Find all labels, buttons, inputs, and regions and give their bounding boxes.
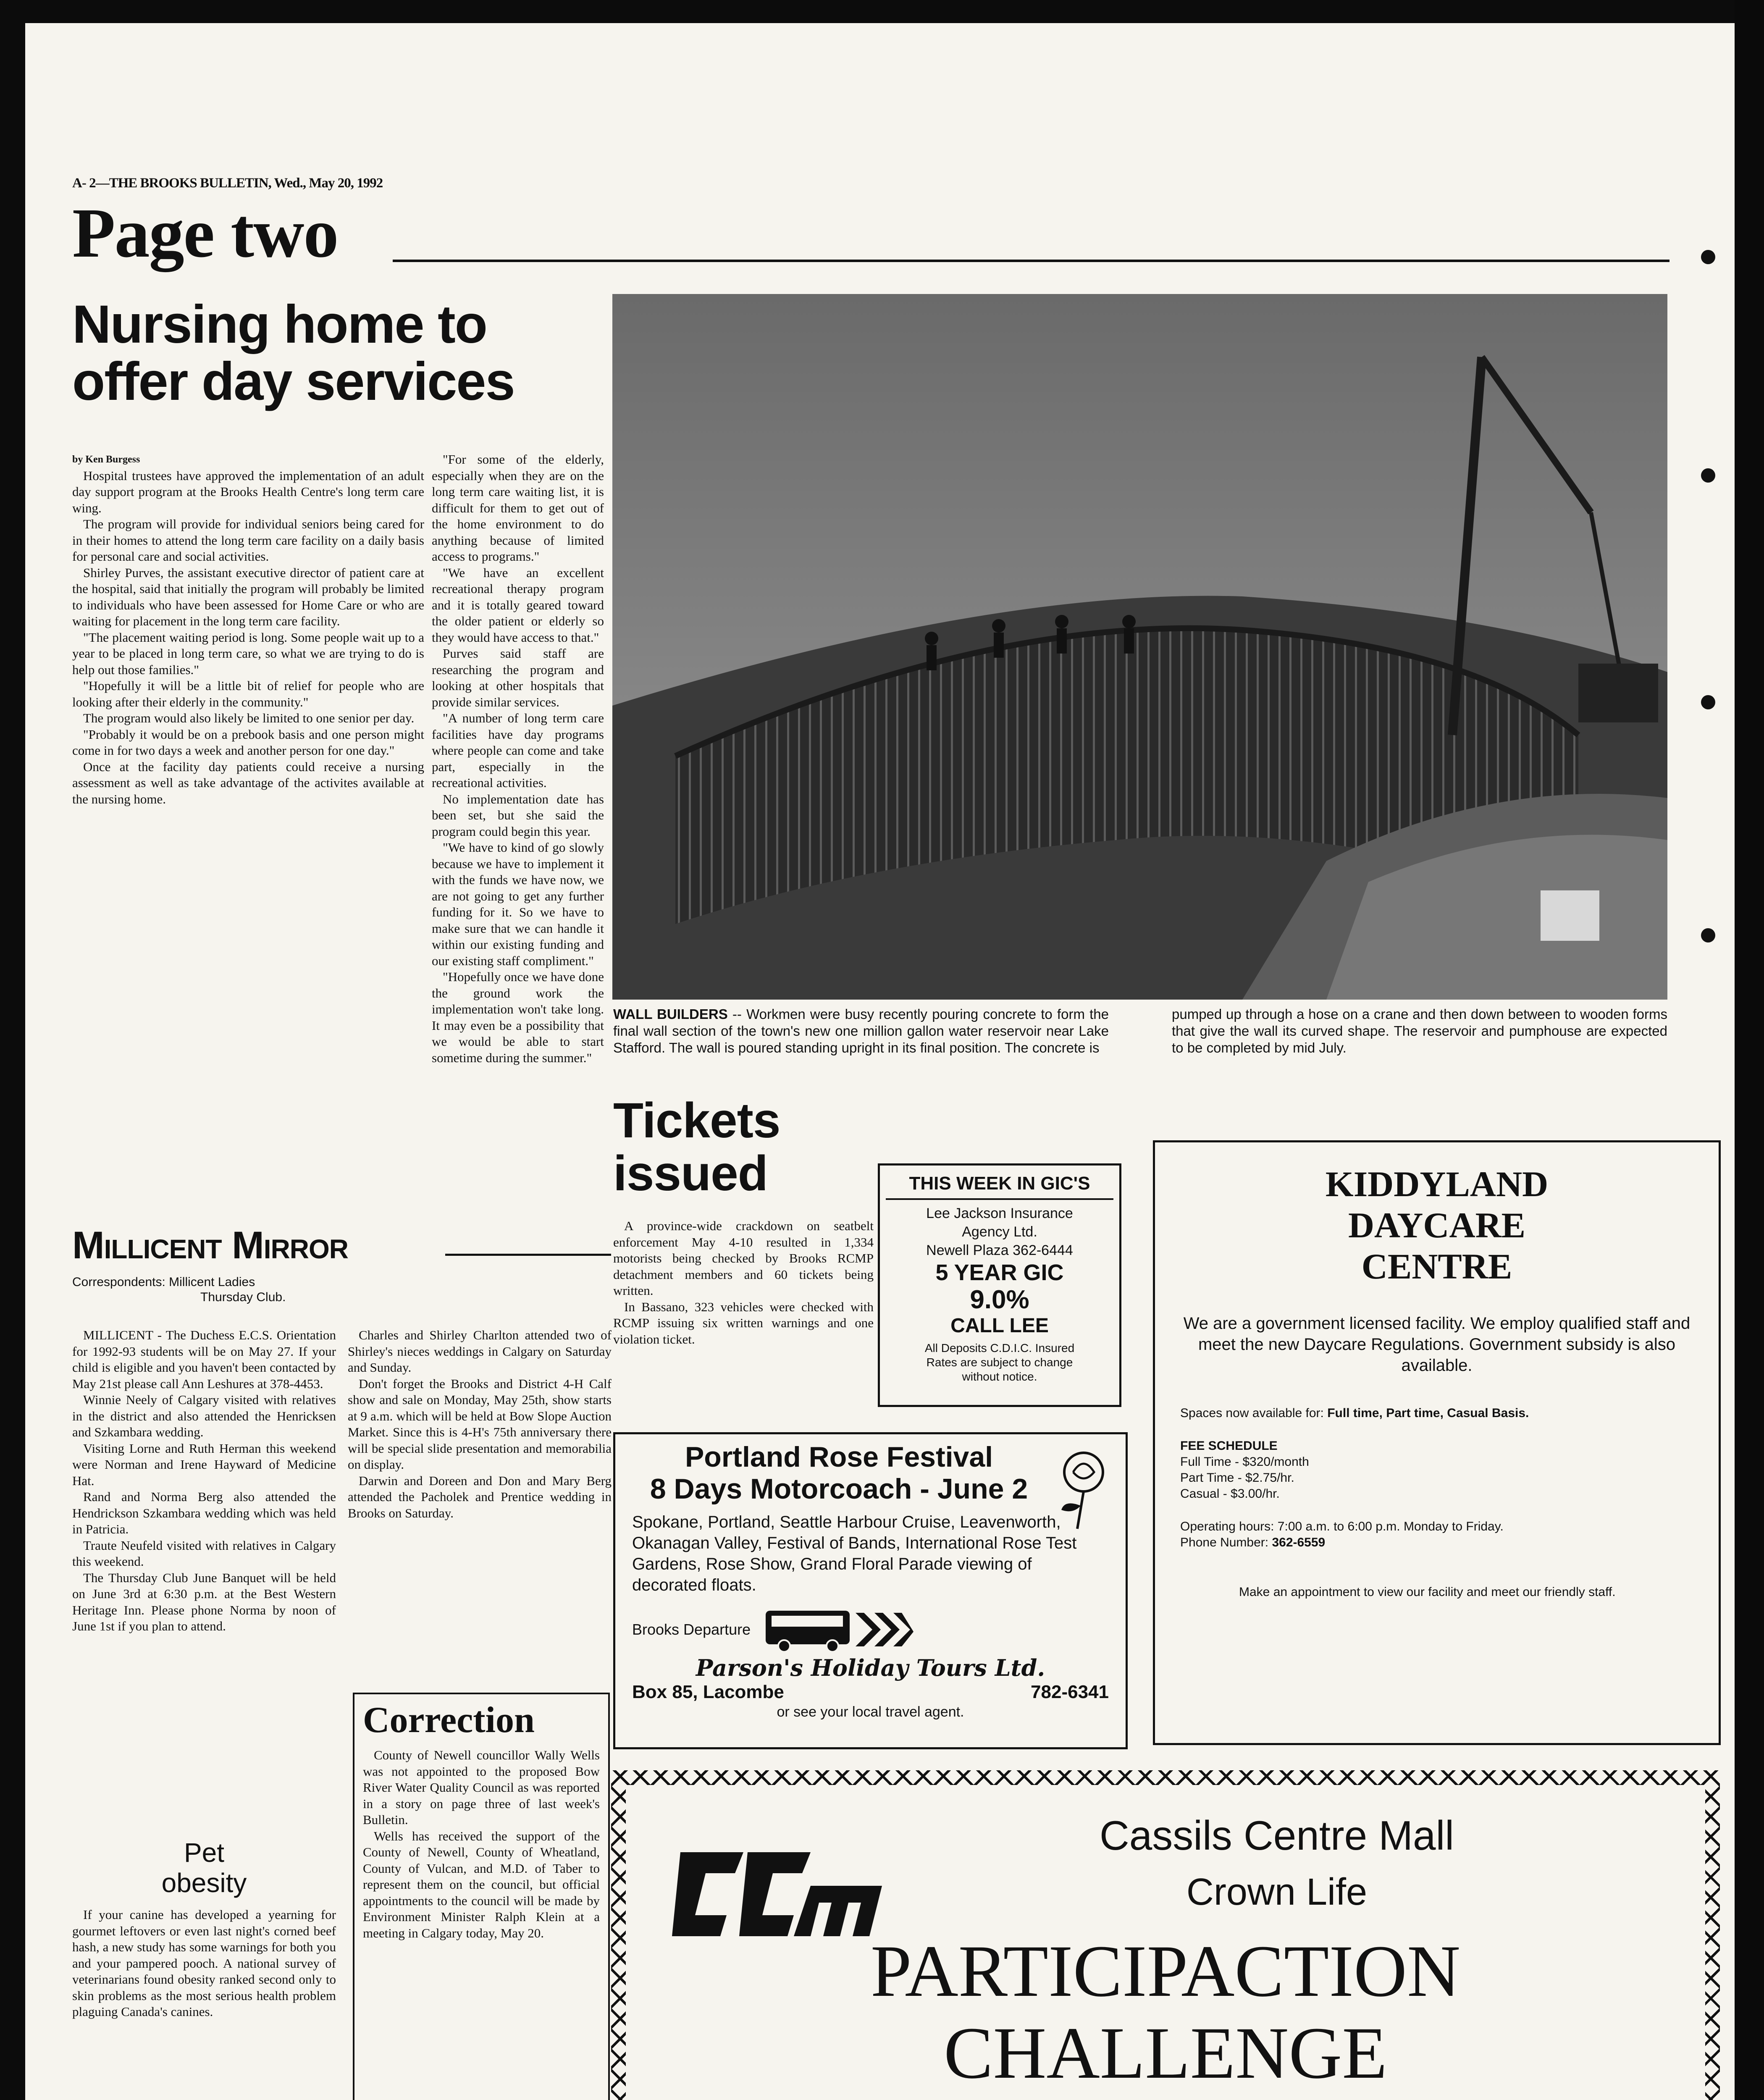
pet-text: If your canine has developed a yearning for gourmet leftovers or even last night's corned beef hash, a new study has some warnings for both you and your pampered pooch. A national survey of veterinarians found obesity ranked second only to skin problems as the most serious health problem plaguing Canada's canines. (72, 1907, 336, 2019)
kiddyland-hours (1180, 1519, 1693, 1551)
operating-hours: Operating hours: 7:00 a.m. to 6:00 p.m. Monday to Friday. (1180, 1520, 1504, 1533)
portland-phone: 782-6341 (1031, 1682, 1109, 1702)
nursing-headline-line-2: offer day services (72, 352, 514, 412)
gic-note-3: without notice. (962, 1370, 1037, 1383)
millicent-correspondents (72, 1275, 286, 1305)
fee-casual: Casual - $3.00/hr. (1180, 1487, 1280, 1501)
nursing-paragraph: No implementation date has been set, but she said the program could begin this year. (432, 791, 604, 839)
pet-headline-2: obesity (161, 1868, 247, 1898)
millicent-paragraph: Winnie Neely of Calgary visited with relatives in the district and also attended the Henricksen and Szkambara wedding. (72, 1392, 336, 1439)
correspondents-line-1: Correspondents: Millicent Ladies (72, 1275, 255, 1289)
tickets-headline-2: issued (613, 1146, 768, 1201)
kiddyland-title-1: KIDDYLAND (1325, 1164, 1549, 1204)
tickets-headline (613, 1094, 780, 1200)
nursing-paragraph: "We have to kind of go slowly because we have to implement it with the funds we have now, we are not going to get any further funding for it. So we have to make sure that we can handle it within our existing funding and our existing staff compliment." (432, 840, 604, 968)
nursing-paragraph: The program will provide for individual seniors being cared for in their homes to attend the long term care facility on a daily basis for personal care and social activities. (72, 517, 424, 564)
millicent-paragraph: Charles and Shirley Charlton attended two of Shirley's nieces weddings in Calgary on Saturday and Sunday. (348, 1328, 612, 1375)
folio-line: A- 2—THE BROOKS BULLETIN, Wed., May 20, 1992 (72, 176, 383, 191)
ccm-title-1: PARTICIPACTION (870, 1930, 1461, 2012)
kiddyland-title-3: CENTRE (1361, 1246, 1512, 1286)
rose-icon (1052, 1447, 1115, 1531)
nursing-paragraph: "Hopefully once we have done the ground work the implementation won't take long. It may even be a possibility that we would be able to start sometime during the summer." (432, 969, 604, 1065)
nursing-paragraph: Shirley Purves, the assistant executive director of patient care at the hospital, said that initially the program will probably be limited to individuals who have been assessed for Home Care or who are waiting for placement in the long term care facility. (72, 565, 424, 628)
portland-departure-row (632, 1606, 1109, 1653)
nursing-column-1 (72, 452, 424, 807)
title-rule (393, 260, 1670, 262)
portland-agent: or see your local travel agent. (777, 1704, 964, 1720)
kiddyland-ad (1153, 1140, 1721, 1745)
scan-border-left (0, 0, 25, 2100)
nursing-headline-line-1: Nursing home to (72, 294, 487, 354)
correction-paragraph: County of Newell councillor Wally Wells was not appointed to the proposed Bow River Water Quality Council as was reported in a story on page three of last week's Bulletin. (363, 1748, 600, 1827)
nursing-paragraph: Once at the facility day patients could receive a nursing assessment as well as take advantage of the activites available at the nursing home. (72, 759, 424, 806)
millicent-rule (445, 1254, 611, 1256)
binder-hole (1701, 250, 1715, 264)
tickets-headline-1: Tickets (613, 1093, 780, 1148)
correction-paragraph: Wells has received the support of the County of Newell, County of Wheatland, County of Vulcan, and M.D. of Taber to represent them on the council, but official appointments to the council will be made by Environment Minister Ralph Klein at a meeting in Calgary today, May 20. (363, 1828, 600, 1940)
millicent-body-2 (348, 1327, 612, 1521)
millicent-paragraph: Visiting Lorne and Ruth Herman this weekend were Norman and Irene Hayward of Medicine Hat. (72, 1441, 336, 1488)
section-title: Page two (72, 194, 338, 272)
tickets-paragraph: In Bassano, 323 vehicles were checked with RCMP issuing six written warnings and one violation ticket. (613, 1299, 874, 1347)
portland-contact (632, 1681, 1109, 1703)
portland-title-2: 8 Days Motorcoach - June 2 (650, 1473, 1028, 1505)
portland-title-1: Portland Rose Festival (685, 1441, 993, 1473)
kiddyland-intro: We are a government licensed facility. We employ qualified staff and meet the new Daycare Regulations. Government subsidy is also available. (1183, 1314, 1690, 1375)
binder-hole (1701, 928, 1715, 942)
reservoir-photo (612, 294, 1667, 1000)
pet-body (72, 1907, 336, 2020)
nursing-paragraph: "The placement waiting period is long. Some people wait up to a year to be placed in long term care, so what we are trying to do is help out those families." (72, 630, 424, 677)
byline: by Ken Burgess (72, 454, 140, 465)
ccm-ad (626, 1785, 1705, 2100)
millicent-paragraph: Darwin and Doreen and Don and Mary Berg attended the Pacholek and Prentice wedding in Brooks on Saturday. (348, 1473, 612, 1520)
millicent-column-2 (348, 1327, 612, 1521)
millicent-paragraph: Don't forget the Brooks and District 4-H Calf show and sale on Monday, May 25th, show starts at 9 a.m. which will be held at Bow Slope Auction Market. Since this is 4-H's 75th anniversary there will be special slide presentation and memorabilia on display. (348, 1376, 612, 1472)
fee-part-time: Part Time - $2.75/hr. (1180, 1471, 1294, 1485)
gic-note-2: Rates are subject to change (926, 1356, 1073, 1369)
fee-full-time: Full Time - $320/month (1180, 1455, 1309, 1469)
correspondents-line-2: Thursday Club. (200, 1290, 286, 1304)
ccm-logo (672, 1835, 890, 1945)
ccm-title-2: CHALLENGE (944, 2012, 1387, 2094)
gic-title: THIS WEEK IN GIC'S (886, 1173, 1113, 1200)
photo-caption-right: pumped up through a hose on a crane and then down between to wooden forms that give the wall its curved shape. The reservoir and pumphouse are expected to be completed by mid July. (1172, 1006, 1667, 1055)
portland-company: Parson's Holiday Tours Ltd. (696, 1654, 1045, 1681)
kiddyland-fees (1180, 1438, 1693, 1502)
reservoir-photo-art (612, 294, 1667, 1000)
gic-ad (878, 1163, 1121, 1407)
portland-box: Box 85, Lacombe (632, 1682, 784, 1702)
photo-caption-left (613, 1006, 1109, 1056)
millicent-column-1 (72, 1327, 336, 1635)
fee-title: FEE SCHEDULE (1180, 1439, 1278, 1453)
millicent-paragraph: MILLICENT - The Duchess E.C.S. Orientation for 1992-93 students will be on May 27. If your child is eligible and you haven't been contacted by May 21st please call Ann Leshures at 378-4453. (72, 1328, 336, 1391)
gic-call: CALL LEE (950, 1315, 1049, 1337)
caption-lead: WALL BUILDERS (613, 1006, 728, 1022)
gic-term: 5 YEAR GIC (935, 1260, 1064, 1285)
nursing-column-2 (432, 452, 604, 1066)
millicent-paragraph: The Thursday Club June Banquet will be held on June 3rd at 6:30 p.m. at the Best Western Heritage Inn. Please phone Norma by noon of June 1st if you plan to attend. (72, 1570, 336, 1633)
spaces-value: Full time, Part time, Casual Basis. (1327, 1406, 1529, 1420)
kiddyland-title (1180, 1163, 1693, 1287)
binder-hole (1701, 468, 1715, 483)
correction-title: Correction (363, 1700, 535, 1740)
phone-label: Phone Number: (1180, 1536, 1272, 1549)
tickets-paragraph: A province-wide crackdown on seatbelt enforcement May 4-10 resulted in 1,334 motorists being checked by Brooks RCMP detachment members and 60 tickets being written. (613, 1218, 874, 1298)
tickets-body (613, 1218, 874, 1347)
kiddyland-closing: Make an appointment to view our facility and meet our friendly staff. (1239, 1585, 1616, 1599)
millicent-paragraph: Traute Neufeld visited with relatives in Calgary this weekend. (72, 1538, 336, 1569)
pet-headline-1: Pet (184, 1838, 225, 1868)
gic-rate: 9.0% (970, 1285, 1029, 1314)
nursing-paragraph: "Hopefully it will be a little bit of relief for people who are looking after their elderly in the community." (72, 678, 424, 709)
millicent-paragraph: Rand and Norma Berg also attended the Hendrickson Szkambara wedding which was held in Patricia. (72, 1489, 336, 1536)
kiddyland-title-2: DAYCARE (1348, 1205, 1526, 1245)
scan-border-top (0, 0, 1764, 23)
nursing-paragraph: "Probably it would be on a prebook basis and one person might come in for two days a week and another person for one day." (72, 727, 424, 758)
scan-border-right (1735, 0, 1764, 2100)
pet-headline (72, 1838, 336, 1898)
phone-value: 362-6559 (1272, 1536, 1326, 1549)
correction-box (353, 1693, 610, 2100)
ccm-sponsor: Crown Life (1186, 1871, 1368, 1913)
correction-body (363, 1747, 600, 1941)
ccm-mall: Cassils Centre Mall (1099, 1812, 1454, 1858)
portland-departure: Brooks Departure (632, 1621, 751, 1638)
portland-body: Spokane, Portland, Seattle Harbour Cruise, Leavenworth, Okanagan Valley, Festival of Bands, International Rose Test Gardens, Rose Show, Grand Floral Parade viewing of decorated floats. (632, 1513, 1077, 1594)
nursing-paragraph: The program would also likely be limited to one senior per day. (83, 711, 415, 725)
nursing-paragraph: Purves said staff are researching the program and looking at other hospitals that provide similar services. (432, 646, 604, 709)
gic-agency-1: Lee Jackson Insurance (926, 1205, 1073, 1221)
millicent-title: Millicent Mirror (72, 1224, 349, 1267)
caption-text: -- Workmen were busy recently pouring concrete to form the final wall section of the town's new one million gallon water reservoir near Lake Stafford. The wall is poured standing upright in its final position. The concrete is (613, 1006, 1109, 1055)
nursing-paragraph: Hospital trustees have approved the implementation of an adult day support program at the Brooks Health Centre's long term care wing. (72, 468, 424, 515)
gic-agency-3: Newell Plaza 362-6444 (926, 1242, 1073, 1258)
binder-hole (1701, 695, 1715, 709)
nursing-paragraph: "For some of the elderly, especially when they are on the long term care waiting list, it is difficult for them to get out of the home environment to do anything because of limited access to programs." (432, 452, 604, 564)
nursing-body-1 (72, 468, 424, 808)
spaces-label: Spaces now available for: (1180, 1406, 1328, 1420)
gic-note-1: All Deposits C.D.I.C. Insured (924, 1341, 1075, 1354)
portland-ad (613, 1432, 1128, 1749)
bus-icon (763, 1606, 914, 1653)
gic-agency-2: Agency Ltd. (962, 1224, 1037, 1240)
nursing-paragraph: "A number of long term care facilities have day programs where people can come and take part, especially in the recreational activities. (432, 711, 604, 790)
nursing-headline (72, 296, 514, 410)
millicent-body-1 (72, 1327, 336, 1635)
kiddyland-spaces (1180, 1405, 1693, 1421)
ccm-logo-art (672, 1835, 890, 1945)
nursing-paragraph: "We have an excellent recreational therapy program and it is totally geared toward the older patient or elderly so they would have access to that." (432, 565, 604, 645)
nursing-body-2 (432, 452, 604, 1066)
